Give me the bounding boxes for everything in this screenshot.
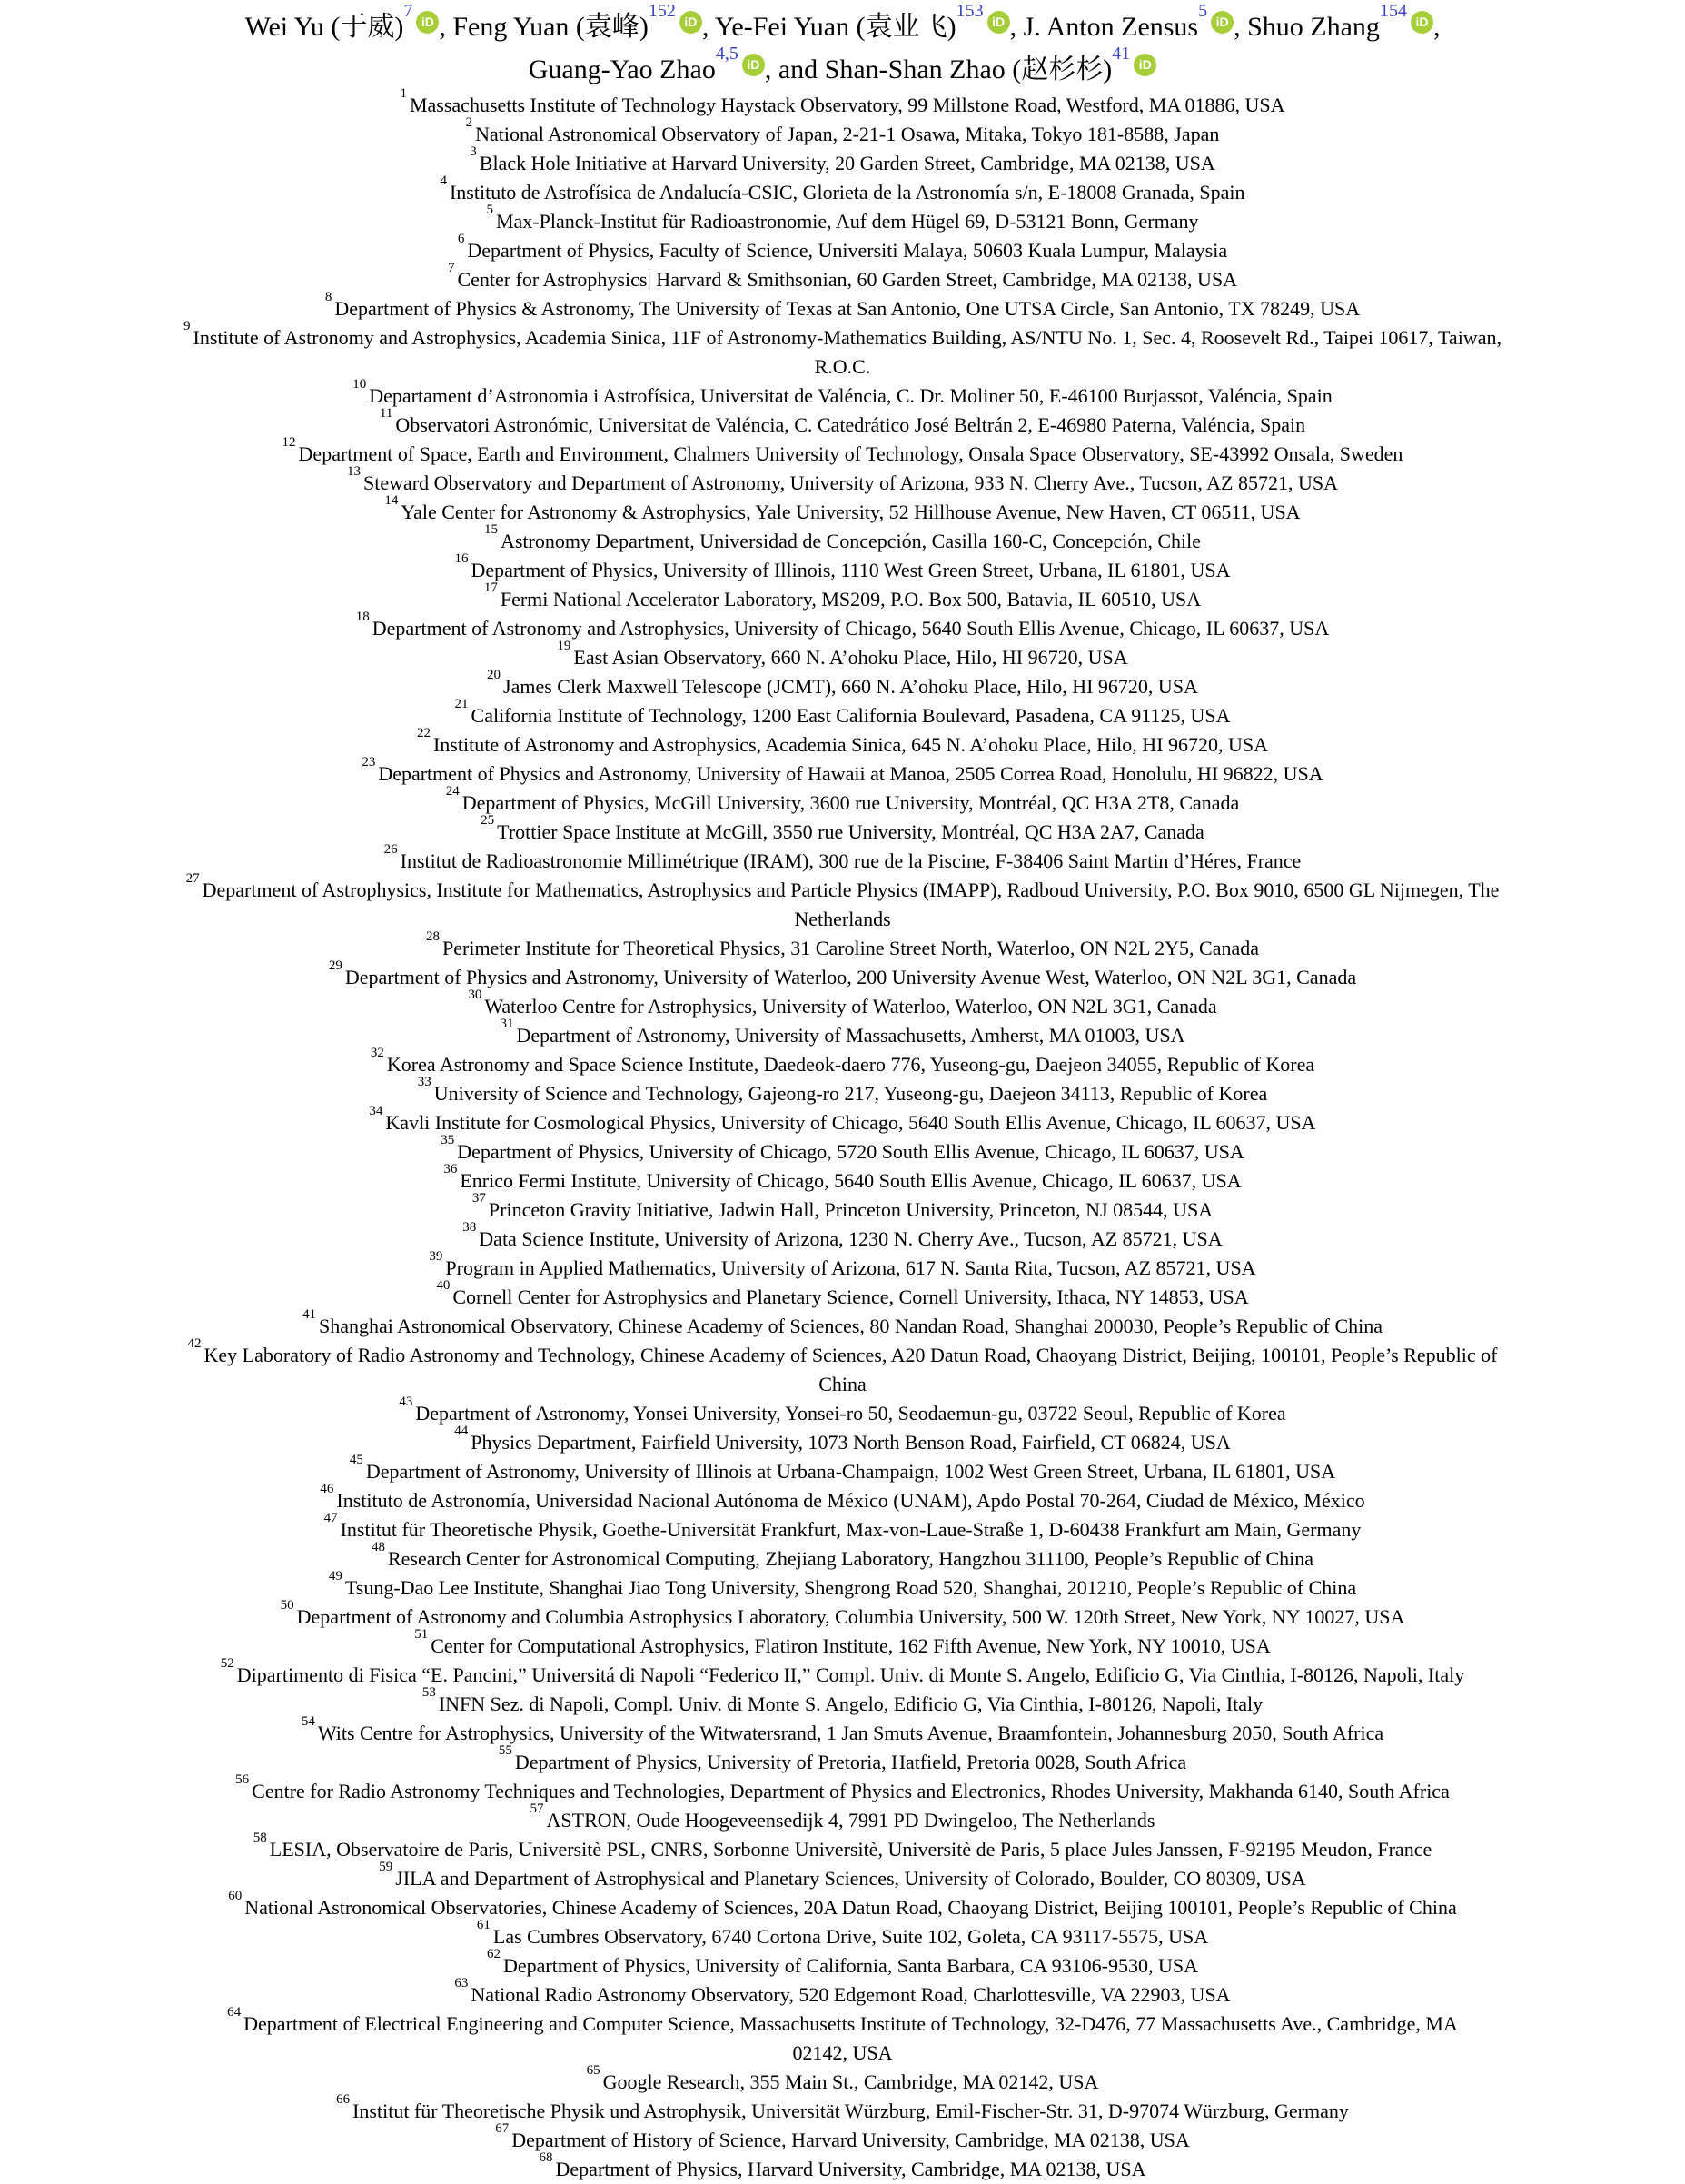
affiliation-text: Department of Physics & Astronomy, The University of Texas at San Antonio, One UTSA Circle, San Antonio, TX 78249, USA [334, 297, 1361, 320]
affiliation-item [0, 784, 1685, 818]
affiliation-item [0, 842, 1685, 876]
affiliation-number: 6 [457, 232, 465, 247]
affiliation-item [0, 1889, 1685, 1922]
affiliation-text: Enrico Fermi Institute, University of Chicago, 5640 South Ellis Avenue, Chicago, IL 60637, USA [460, 1169, 1242, 1192]
affiliation-item [0, 581, 1685, 614]
affiliation-text: University of Science and Technology, Gajeong-ro 217, Yuseong-gu, Daejeon 34113, Republic of Korea [433, 1082, 1268, 1105]
affiliation-number: 68 [539, 2150, 553, 2166]
affiliation-number: 45 [349, 1453, 363, 1468]
affiliation-text: Massachusetts Institute of Technology Haystack Observatory, 99 Millstone Road, Westford, MA 01886, USA [409, 94, 1285, 116]
affiliation-item [0, 1860, 1685, 1893]
affiliation-number: 41 [302, 1307, 316, 1323]
orcid-icon[interactable]: iD [1211, 11, 1234, 34]
affiliation-list [0, 86, 1685, 2184]
affiliation-text: Instituto de Astrofísica de Andalucía-CSIC, Glorieta de la Astronomía s/n, E-18008 Granada, Spain [449, 181, 1245, 204]
affiliation-text: Black Hole Initiative at Harvard University, 20 Garden Street, Cambridge, MA 02138, USA [479, 152, 1215, 174]
affiliation-number: 23 [362, 755, 376, 770]
affiliation-text: Data Science Institute, University of Arizona, 1230 N. Cherry Ave., Tucson, AZ 85721, USA [479, 1227, 1223, 1250]
affiliation-item [0, 1918, 1685, 1951]
affiliation-text: James Clerk Maxwell Telescope (JCMT), 660 N. A’ohoku Place, Hilo, HI 96720, USA [503, 675, 1198, 698]
affiliation-item [0, 1743, 1685, 1777]
affiliation-item [0, 290, 1685, 323]
affiliation-number: 2 [465, 115, 473, 131]
affiliation-item [0, 726, 1685, 759]
affiliation-number: 66 [336, 2092, 351, 2108]
affiliation-item [0, 493, 1685, 527]
affiliation-item [0, 871, 1685, 934]
affiliation-item [0, 929, 1685, 963]
affiliation-item [0, 1046, 1685, 1079]
author-name: Guang-Yao Zhao [528, 55, 716, 84]
affiliation-number: 21 [454, 697, 469, 712]
affiliation-text: Institute of Astronomy and Astrophysics, Academia Sinica, 645 N. A’ohoku Place, Hilo, HI 96720, USA [432, 733, 1269, 756]
affiliation-item [0, 1017, 1685, 1050]
affiliation-item [0, 1831, 1685, 1864]
author-separator: , [764, 55, 778, 84]
affiliation-text: Steward Observatory and Department of Astronomy, University of Arizona, 933 N. Cherry Ave., Tucson, AZ 85721, USA [363, 472, 1338, 494]
affiliation-item [0, 1336, 1685, 1399]
affiliation-item [0, 958, 1685, 992]
affiliation-number: 55 [498, 1743, 512, 1759]
affiliation-number: 12 [282, 435, 296, 451]
affiliation-item [0, 697, 1685, 730]
affiliation-text: Department of Electrical Engineering and Computer Science, Massachusetts Institute of Technology, 32-D476, 77 Massachusetts Ave., Cambridge, MA [243, 2012, 1458, 2035]
affiliation-number: 14 [384, 493, 399, 509]
affiliation-item [0, 1772, 1685, 1806]
affiliation-text-continued: Netherlands [794, 908, 891, 930]
affiliation-item [0, 2005, 1685, 2068]
affiliation-number: 50 [280, 1598, 294, 1613]
author [244, 1, 453, 42]
author-separator: , [701, 12, 715, 42]
affiliation-text: Key Laboratory of Radio Astronomy and Technology, Chinese Academy of Sciences, A20 Datun Road, Chaoyang District, Beijing, 100101, People’s Republic of [203, 1344, 1498, 1366]
affiliation-text: Yale Center for Astronomy & Astrophysics, Yale University, 52 Hillhouse Avenue, New Haven, CT 06511, USA [401, 501, 1301, 523]
affiliation-text-continued: China [818, 1373, 867, 1395]
author-name: Feng Yuan (袁峰) [452, 12, 649, 42]
affiliation-number: 51 [414, 1627, 429, 1643]
affiliation-item [0, 668, 1685, 701]
author [452, 1, 715, 42]
affiliation-number: 49 [328, 1569, 342, 1584]
affiliation-text: Center for Astrophysics| Harvard & Smithsonian, 60 Garden Street, Cambridge, MA 02138, USA [457, 268, 1238, 291]
author-line [0, 44, 1685, 91]
affiliation-item [0, 1453, 1685, 1486]
affiliation-number: 26 [383, 842, 398, 858]
affiliation-item [0, 319, 1685, 382]
affiliation-text: Department of Physics and Astronomy, University of Hawaii at Manoa, 2505 Correa Road, Honolulu, HI 96822, USA [378, 762, 1323, 785]
affiliation-item [0, 1133, 1685, 1166]
affiliation-text: ASTRON, Oude Hoogeveensedijk 4, 7991 PD Dwingeloo, The Netherlands [546, 1809, 1155, 1832]
affiliation-text: Department of Physics, Harvard University, Cambridge, MA 02138, USA [555, 2158, 1146, 2180]
affiliation-text: Wits Centre for Astrophysics, University of the Witwatersrand, 1 Jan Smuts Avenue, Braamfontein, Johannesburg 2050, South Africa [317, 1722, 1384, 1744]
affiliation-text: National Astronomical Observatory of Japan, 2-21-1 Osawa, Mitaka, Tokyo 181-8588, Japan [475, 123, 1220, 145]
affiliation-text: Department of Physics and Astronomy, University of Waterloo, 200 University Avenue West, Waterloo, ON N2L 3G1, Canada [344, 966, 1357, 988]
affiliation-item [0, 1278, 1685, 1312]
affiliation-item [0, 1104, 1685, 1137]
affiliation-number: 59 [379, 1860, 393, 1875]
affiliation-number: 48 [371, 1540, 385, 1555]
affiliation-item [0, 1424, 1685, 1457]
orcid-icon[interactable]: iD [416, 11, 439, 34]
affiliation-item [0, 261, 1685, 294]
author-affiliation-ref-link[interactable]: 7 [403, 1, 413, 21]
orcid-icon[interactable]: iD [679, 11, 702, 34]
affiliation-text: Research Center for Astronomical Computing, Zhejiang Laboratory, Hangzhou 311100, People’s Republic of China [387, 1547, 1314, 1570]
affiliation-number: 38 [462, 1220, 477, 1236]
affiliation-number: 15 [483, 522, 498, 538]
affiliation-text: Observatori Astronómic, Universitat de Valéncia, C. Catedrático José Beltrán 2, E-46980 Paterna, Valéncia, Spain [395, 413, 1306, 436]
affiliation-number: 56 [235, 1772, 250, 1788]
affiliation-item [0, 2150, 1685, 2184]
affiliation-item [0, 2092, 1685, 2126]
affiliation-number: 3 [470, 144, 477, 160]
affiliation-item [0, 1976, 1685, 2010]
affiliation-text: Department of History of Science, Harvard University, Cambridge, MA 02138, USA [511, 2129, 1190, 2151]
affiliation-number: 16 [454, 551, 469, 567]
affiliation-item [0, 1075, 1685, 1108]
author-affiliation-ref-link[interactable]: 154 [1379, 1, 1407, 21]
affiliation-number: 24 [445, 784, 460, 799]
affiliation-item [0, 1714, 1685, 1748]
affiliation-item [0, 2063, 1685, 2097]
affiliation-item [0, 435, 1685, 469]
affiliation-text: Cornell Center for Astrophysics and Planetary Science, Cornell University, Ithaca, NY 14853, USA [452, 1286, 1249, 1308]
affiliation-number: 7 [447, 261, 455, 276]
affiliation-number: 46 [320, 1482, 334, 1497]
affiliation-text: Department of Space, Earth and Environment, Chalmers University of Technology, Onsala Space Observatory, SE-43992 Onsala, Sweden [298, 442, 1403, 465]
affiliation-item [0, 1191, 1685, 1225]
affiliation-text: Department of Astronomy, University of Massachusetts, Amherst, MA 01003, USA [516, 1024, 1185, 1047]
author-affiliation-ref-link[interactable]: 152 [648, 1, 676, 21]
affiliation-number: 52 [220, 1656, 234, 1672]
affiliation-number: 39 [429, 1249, 443, 1265]
affiliation-number: 30 [468, 988, 482, 1003]
affiliation-text: Princeton Gravity Initiative, Jadwin Hall, Princeton University, Princeton, NJ 08544, USA [488, 1198, 1214, 1221]
affiliation-number: 22 [416, 726, 431, 741]
affiliation-number: 35 [441, 1133, 455, 1148]
affiliation-item [0, 522, 1685, 556]
affiliation-text: California Institute of Technology, 1200 East California Boulevard, Pasadena, CA 91125, USA [471, 704, 1231, 727]
affiliation-text: Institut für Theoretische Physik und Astrophysik, Universität Würzburg, Emil-Fischer-Str. 31, D-97074 Würzburg, Germany [352, 2100, 1349, 2122]
affiliation-number: 25 [481, 813, 495, 829]
affiliation-text: Instituto de Astronomía, Universidad Nacional Autónoma de México (UNAM), Apdo Postal 70-264, Ciudad de México, México [336, 1489, 1365, 1512]
affiliation-number: 17 [483, 581, 498, 596]
affiliation-item [0, 377, 1685, 411]
affiliation-text: Astronomy Department, Universidad de Concepción, Casilla 160-C, Concepción, Chile [500, 530, 1202, 552]
affiliation-number: 4 [440, 174, 447, 189]
author [1247, 1, 1441, 42]
affiliation-item [0, 755, 1685, 789]
affiliation-text: Fermi National Accelerator Laboratory, MS209, P.O. Box 500, Batavia, IL 60510, USA [500, 588, 1202, 611]
affiliation-number: 62 [487, 1947, 501, 1962]
affiliation-number: 11 [379, 406, 393, 422]
affiliation-text: Tsung-Dao Lee Institute, Shanghai Jiao Tong University, Shengrong Road 520, Shanghai, 201210, People’s Republic of China [344, 1576, 1357, 1599]
affiliation-text: Institute of Astronomy and Astrophysics, Academia Sinica, 11F of Astronomy-Mathematics Building, AS/NTU No. 1, Sec. 4, Roosevelt Rd., Taipei 10617, Taiwan, [193, 326, 1502, 349]
author-list [0, 1, 1685, 91]
affiliation-item [0, 115, 1685, 149]
affiliation-number: 1 [400, 86, 407, 102]
affiliation-text: Department of Astronomy, University of Illinois at Urbana-Champaign, 1002 West Green Street, Urbana, IL 61801, USA [365, 1460, 1336, 1483]
affiliation-number: 57 [530, 1802, 544, 1817]
affiliation-text: Department of Astronomy and Columbia Astrophysics Laboratory, Columbia University, 500 W. 120th Street, New York, NY 10027, USA [296, 1605, 1405, 1628]
affiliation-number: 37 [471, 1191, 486, 1206]
affiliation-item [0, 464, 1685, 498]
affiliation-text: Shanghai Astronomical Observatory, Chinese Academy of Sciences, 80 Nandan Road, Shanghai 200030, People’s Republic of China [318, 1315, 1383, 1337]
affiliation-number: 28 [426, 929, 440, 945]
affiliation-number: 42 [187, 1336, 202, 1352]
author [714, 1, 1024, 42]
affiliation-item [0, 1947, 1685, 1980]
affiliation-number: 20 [487, 668, 501, 683]
affiliation-number: 58 [253, 1831, 267, 1846]
affiliation-number: 53 [421, 1685, 436, 1701]
affiliation-item [0, 639, 1685, 672]
author-separator: , [439, 12, 453, 42]
affiliation-item [0, 1307, 1685, 1341]
affiliation-text: National Radio Astronomy Observatory, 520 Edgemont Road, Charlottesville, VA 22903, USA [471, 1983, 1231, 2006]
affiliation-text: Program in Applied Mathematics, University of Arizona, 617 N. Santa Rita, Tucson, AZ 85721, USA [445, 1256, 1256, 1279]
affiliation-text: JILA and Department of Astrophysical and Planetary Sciences, University of Colorado, Boulder, CO 80309, USA [395, 1867, 1306, 1890]
affiliation-text: Las Cumbres Observatory, 6740 Cortona Drive, Suite 102, Goleta, CA 93117-5575, USA [492, 1925, 1209, 1948]
orcid-icon[interactable]: iD [1411, 11, 1433, 34]
author-name: and Shan-Shan Zhao (赵杉杉) [778, 55, 1113, 84]
affiliation-text: National Astronomical Observatories, Chinese Academy of Sciences, 20A Datun Road, Chaoyang District, Beijing 100101, People’s Republic of China [244, 1896, 1457, 1919]
affiliation-number: 44 [454, 1424, 469, 1439]
orcid-icon[interactable]: iD [1134, 54, 1156, 76]
affiliation-item [0, 551, 1685, 585]
affiliation-text: Google Research, 355 Main St., Cambridge, MA 02142, USA [602, 2070, 1099, 2093]
affiliation-text: Department of Astrophysics, Institute for Mathematics, Astrophysics and Particle Physics (IMAPP), Radboud University, P.O. Box 9010, 6500 GL Nijmegen, The [202, 879, 1500, 901]
author [1023, 1, 1248, 42]
affiliation-text: Institut de Radioastronomie Millimétrique (IRAM), 300 rue de la Piscine, F-38406 Saint Martin d’Héres, France [400, 849, 1302, 872]
affiliation-number: 29 [328, 958, 342, 974]
affiliation-number: 63 [454, 1976, 469, 1991]
affiliation-text: East Asian Observatory, 660 N. A’ohoku Place, Hilo, HI 96720, USA [573, 646, 1128, 669]
affiliation-number: 60 [228, 1889, 243, 1904]
affiliation-text: Korea Astronomy and Space Science Institute, Daedeok-daero 776, Yuseong-gu, Daejeon 34055, Republic of Korea [386, 1053, 1315, 1076]
affiliation-item [0, 174, 1685, 207]
affiliation-text: INFN Sez. di Napoli, Compl. Univ. di Monte S. Angelo, Edificio G, Via Cinthia, I-80126, Napoli, Italy [438, 1693, 1264, 1715]
affiliation-item [0, 232, 1685, 265]
affiliation-item [0, 203, 1685, 236]
affiliation-number: 67 [495, 2121, 510, 2137]
affiliation-text: LESIA, Observatoire de Paris, Universitè PSL, CNRS, Sorbonne Universitè, Universitè de Paris, 5 place Jules Janssen, F-92195 Meudon, France [269, 1838, 1432, 1861]
affiliation-item [0, 1162, 1685, 1196]
affiliation-number: 9 [183, 319, 191, 334]
author-separator: , [1234, 12, 1248, 42]
affiliation-text: Department of Physics, University of Illinois, 1110 West Green Street, Urbana, IL 61801, USA [471, 559, 1231, 581]
affiliation-item [0, 1540, 1685, 1573]
affiliation-item [0, 1395, 1685, 1428]
author [778, 44, 1156, 84]
affiliation-number: 36 [443, 1162, 458, 1177]
author-name: Shuo Zhang [1247, 12, 1380, 42]
affiliation-text: Waterloo Centre for Astrophysics, University of Waterloo, Waterloo, ON N2L 3G1, Canada [484, 995, 1217, 1018]
affiliation-number: 54 [301, 1714, 315, 1730]
affiliation-number: 61 [476, 1918, 491, 1933]
affiliation-item [0, 86, 1685, 120]
affiliation-number: 27 [185, 871, 200, 887]
affiliation-text: Department of Physics, University of California, Santa Barbara, CA 93106-9530, USA [503, 1954, 1198, 1977]
affiliation-item [0, 144, 1685, 178]
author-affiliation-ref-link[interactable]: 41 [1112, 44, 1131, 64]
affiliation-text: Institut für Theoretische Physik, Goethe-Universität Frankfurt, Max-von-Laue-Straße 1, D-60438 Frankfurt am Main, Germany [340, 1518, 1362, 1541]
affiliation-item [0, 1685, 1685, 1719]
affiliation-item [0, 1569, 1685, 1603]
author-name: J. Anton Zensus [1023, 12, 1199, 42]
affiliation-item [0, 406, 1685, 440]
affiliation-number: 5 [486, 203, 493, 218]
affiliation-number: 18 [355, 610, 370, 625]
affiliation-text: Centre for Radio Astronomy Techniques and Technologies, Department of Physics and Electronics, Rhodes University, Makhanda 6140, South Africa [252, 1780, 1450, 1802]
author-separator: , [1009, 12, 1024, 42]
affiliation-text: Physics Department, Fairfield University, 1073 North Benson Road, Fairfield, CT 06824, USA [471, 1431, 1231, 1454]
affiliation-text: Department of Astronomy and Astrophysics, University of Chicago, 5640 South Ellis Avenue, Chicago, IL 60637, USA [372, 617, 1330, 640]
author-name: Wei Yu (于威) [244, 12, 404, 42]
affiliation-number: 47 [323, 1511, 338, 1526]
author-name: Ye-Fei Yuan (袁业飞) [714, 12, 956, 42]
affiliation-number: 13 [347, 464, 361, 480]
affiliation-number: 43 [399, 1395, 413, 1410]
affiliation-item [0, 2121, 1685, 2155]
affiliation-number: 40 [436, 1278, 451, 1294]
affiliation-text: Department of Physics, University of Pretoria, Hatfield, Pretoria 0028, South Africa [514, 1751, 1187, 1773]
affiliation-number: 65 [586, 2063, 600, 2079]
affiliation-item [0, 813, 1685, 847]
author-line [0, 1, 1685, 48]
orcid-icon[interactable]: iD [987, 11, 1010, 34]
affiliation-text: Center for Computational Astrophysics, Flatiron Institute, 162 Fifth Avenue, New York, NY 10010, USA [431, 1634, 1271, 1657]
affiliation-item [0, 1249, 1685, 1283]
affiliation-text: Perimeter Institute for Theoretical Physics, 31 Caroline Street North, Waterloo, ON N2L 2Y5, Canada [442, 937, 1259, 959]
affiliation-text: Department of Physics, Faculty of Science, Universiti Malaya, 50603 Kuala Lumpur, Malaysia [467, 239, 1228, 262]
affiliation-number: 33 [417, 1075, 431, 1090]
author-affiliation-ref-link[interactable]: 5 [1198, 1, 1208, 21]
affiliation-number: 34 [369, 1104, 383, 1119]
affiliation-item [0, 1598, 1685, 1632]
affiliation-item [0, 1482, 1685, 1515]
affiliation-item [0, 1511, 1685, 1544]
orcid-icon[interactable]: iD [742, 54, 765, 76]
affiliation-text: Trottier Space Institute at McGill, 3550 rue University, Montréal, QC H3A 2A7, Canada [497, 820, 1204, 843]
affiliation-number: 32 [370, 1046, 384, 1061]
affiliation-text: Dipartimento di Fisica “E. Pancini,” Universitá di Napoli “Federico II,” Compl. Univ. di Monte S. Angelo, Edificio G, Via Cinthia, I-80126, Napoli, Italy [236, 1663, 1465, 1686]
affiliation-item [0, 610, 1685, 643]
affiliation-text: Max-Planck-Institut für Radioastronomie, Auf dem Hügel 69, D-53121 Bonn, Germany [495, 210, 1199, 233]
affiliation-text: Kavli Institute for Cosmological Physics, University of Chicago, 5640 South Ellis Avenue, Chicago, IL 60637, USA [385, 1111, 1316, 1134]
affiliation-item [0, 988, 1685, 1021]
affiliation-number: 64 [227, 2005, 242, 2020]
affiliation-text: Department of Physics, McGill University, 3600 rue University, Montréal, QC H3A 2T8, Canada [461, 791, 1240, 814]
affiliation-text: Departament d’Astronomia i Astrofísica, Universitat de Valéncia, C. Dr. Moliner 50, E-46100 Burjassot, Valéncia, Spain [369, 384, 1333, 407]
author [528, 44, 778, 84]
affiliation-text: Department of Physics, University of Chicago, 5720 South Ellis Avenue, Chicago, IL 60637, USA [457, 1140, 1244, 1163]
affiliation-item [0, 1220, 1685, 1254]
affiliation-text-continued: R.O.C. [814, 355, 871, 378]
affiliation-number: 19 [557, 639, 571, 654]
author-separator: , [1432, 12, 1441, 42]
affiliation-item [0, 1656, 1685, 1690]
affiliation-number: 10 [352, 377, 367, 392]
author-affiliation-ref-link[interactable]: 153 [956, 1, 984, 21]
affiliation-number: 8 [324, 290, 332, 305]
author-affiliation-ref-link[interactable]: 4,5 [715, 44, 738, 64]
affiliation-text: Department of Astronomy, Yonsei University, Yonsei-ro 50, Seodaemun-gu, 03722 Seoul, Republic of Korea [415, 1402, 1286, 1425]
affiliation-item [0, 1627, 1685, 1661]
affiliation-number: 31 [500, 1017, 514, 1032]
affiliation-text-continued: 02142, USA [792, 2041, 893, 2064]
